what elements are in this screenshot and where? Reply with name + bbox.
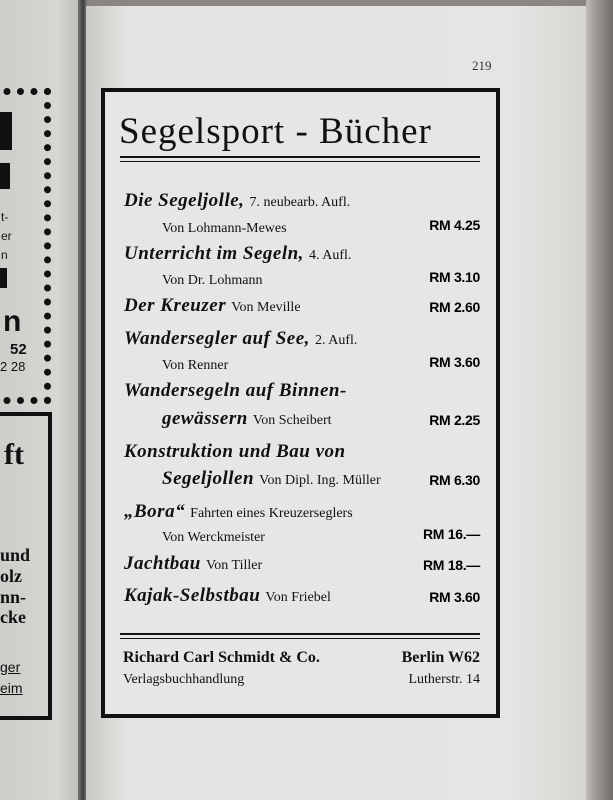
book-author: Von Renner [162,358,229,373]
title-rule [120,156,480,162]
cropped-letter-mark [0,163,10,189]
book-title-continued: gewässern [162,408,248,429]
left-facing-page [0,0,82,800]
book-note: Von Tiller [205,558,263,573]
book-title: Der Kreuzer [124,295,227,316]
book-title-line [124,243,515,265]
left-fragment: n [1,248,8,262]
book-title-line-2 [162,408,553,430]
book-price: RM 6.30 [429,472,480,488]
book-price: RM 4.25 [429,217,480,233]
left-fragment: cke [0,607,26,627]
publisher-name: Richard Carl Schmidt & Co. [123,649,320,666]
book-author: Von Lohmann-Mewes [162,221,287,236]
left-fragment-n: n [3,305,22,338]
left-fragment: 2 28 [0,359,26,374]
book-title-line [124,501,515,523]
book-author: Von Dipl. Ing. Müller [259,473,381,488]
book-title-line [124,380,515,402]
book-note: Von Friebel [265,590,331,605]
publisher-rule [120,633,480,639]
left-fragment: eim [0,680,23,696]
left-fragment: t- [1,210,9,224]
book-title-continued: Segeljollen [162,468,255,489]
book-note: 7. neubearb. Aufl. [249,195,351,210]
book-price: RM 3.10 [429,269,480,285]
book-author-line [162,269,553,289]
book-price: RM 18.— [422,557,480,573]
cropped-letter-mark [0,268,7,288]
book-author: Von Dr. Lohmann [162,273,263,288]
book-author-line [162,526,553,546]
book-note: 2. Aufl. [314,333,358,348]
ad-title: Segelsport - Bücher [119,111,432,152]
book-price: RM 3.60 [429,589,480,605]
left-fragment: olz [0,566,22,586]
book-title: Jachtbau [124,553,201,574]
book-author: Von Werckmeister [162,530,265,545]
book-price: RM 2.60 [429,299,480,315]
page-stack-edge [586,0,613,800]
book-title: „Bora“ [124,501,186,522]
book-note: Fahrten eines Kreuzerseglers [190,506,353,521]
book-author: Von Scheibert [252,413,332,428]
book-title-line [124,190,515,212]
book-note: Von Meville [231,300,301,315]
book-title: Wandersegeln auf Binnen- [124,380,347,401]
book-author-line [162,217,553,237]
book-author-line [162,354,553,374]
book-price: RM 16.— [422,526,480,542]
book-title-line [124,328,515,350]
book-title: Wandersegler auf See, [124,328,310,349]
advertisement-box [101,88,500,718]
book-price: RM 2.25 [429,412,480,428]
book-title-line [124,441,515,463]
left-fragment: ft [4,438,24,471]
left-fragment: und [0,545,31,565]
left-fragment: er [1,229,12,243]
book-note: 4. Aufl. [309,248,352,263]
page-number: 219 [472,58,492,73]
book-title: Unterricht im Segeln, [124,243,304,264]
book-title: Die Segeljolle, [124,190,245,211]
publisher-type: Verlagsbuchhandlung [123,672,245,687]
publisher-street: Lutherstr. 14 [408,672,480,687]
left-fragment: nn- [0,587,27,607]
left-fragment: ger [0,659,21,675]
book-title: Kajak-Selbstbau [124,585,261,606]
publisher-city: Berlin W62 [401,649,480,666]
left-fragment: 52 [10,341,27,358]
book-title-line-2 [162,468,553,490]
book-title: Konstruktion und Bau von [124,441,346,462]
cropped-letter-mark [0,112,12,150]
book-price: RM 3.60 [429,354,480,370]
